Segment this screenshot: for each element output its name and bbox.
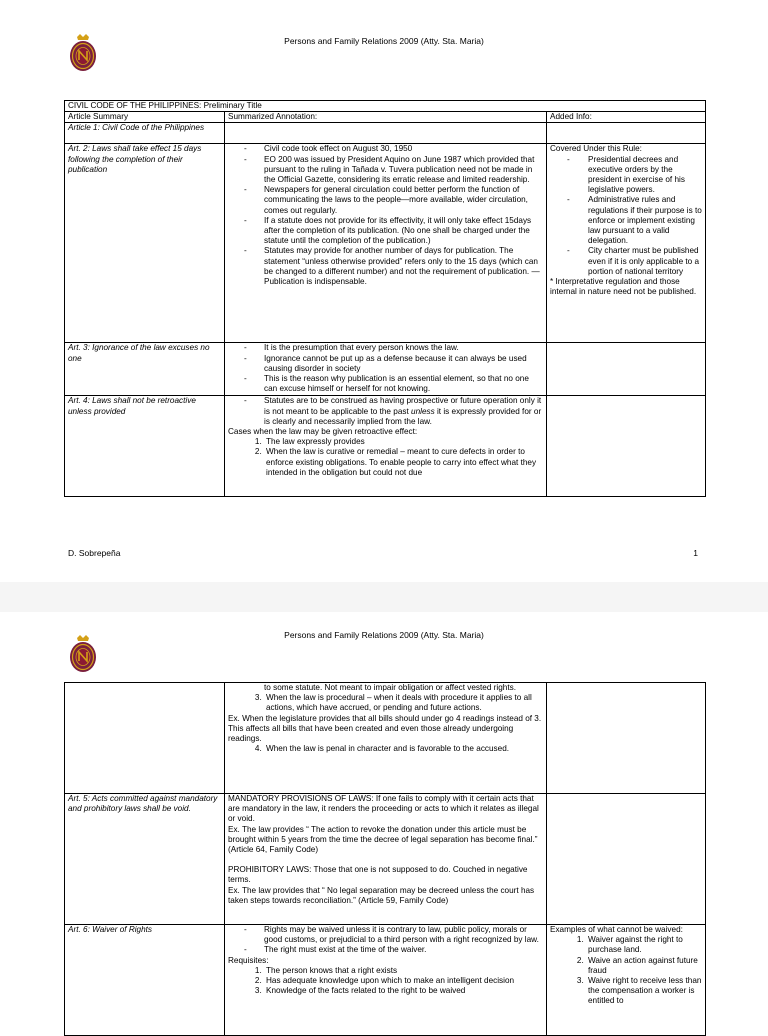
page-header: Persons and Family Relations 2009 (Atty. Sta. Maria) — [284, 630, 484, 640]
list-item: 2. Has adequate knowledge upon which to make an intelligent decision — [264, 976, 543, 986]
added-info-cell — [547, 925, 706, 1036]
list-item: 3. When the law is procedural – when it deals with procedure it applies to all actions, which have accrued, or pending and future actions. — [264, 693, 543, 713]
table-row-art1 — [65, 123, 706, 144]
article-title: Art. 4: Laws shall not be retroactive unless provided — [65, 396, 225, 497]
list-item: - If a statute does not provide for its effectivity, it will only take effect 15days after the completion of its publication. (No one shall be charged under the statute until the completion of the publication.) — [264, 216, 543, 247]
annotation-list — [228, 396, 543, 427]
table-title-row — [65, 101, 706, 112]
list-item: 4. When the law is penal in character and is favorable to the accused. — [264, 744, 543, 754]
civil-code-table-continued — [64, 682, 706, 1036]
list-item: 3. Waive right to receive less than the compensation a worker is entitled to — [586, 976, 702, 1007]
table-row-art4 — [65, 396, 706, 497]
table-row-art5 — [65, 794, 706, 925]
list-item: - Civil code took effect on August 30, 1950 — [264, 144, 543, 154]
mandatory-example: Ex. The law provides “ The action to revoke the donation under this article must be brought within 5 years from the time the decree of legal separation has become final.” (Article 64, Family Code) — [228, 824, 538, 855]
list-item: - Rights may be waived unless it is contrary to law, public policy, morals or good customs, or prejudicial to a third person with a right recognized by law. — [264, 925, 543, 945]
annotation-cell — [225, 144, 547, 343]
prohibitory-example: Ex. The law provides that “ No legal separation may be decreed unless the court has taken steps towards reconciliation.” (Article 59, Family Code) — [228, 885, 535, 905]
mandatory-text: MANDATORY PROVISIONS OF LAWS: If one fails to comply with it certain acts that are mandatory in the law, it renders the proceeding or acts to which it relates as illegal or void. — [228, 794, 539, 824]
table-row-art4-continued — [65, 683, 706, 794]
list-item: - Administrative rules and regulations if their purpose is to enforce or implement existing law pursuant to a valid delegation. — [588, 195, 702, 246]
list-item: 1. The person knows that a right exists — [264, 966, 543, 976]
column-header-annotation: Summarized Annotation: — [225, 112, 547, 123]
annotation-cell — [225, 343, 547, 396]
added-info-cell — [547, 144, 706, 343]
list-item: 1. Waiver against the right to purchase land. — [586, 935, 702, 955]
list-item: - This is the reason why publication is an essential element, so that no one can excuse himself or herself for not knowing. — [264, 374, 543, 394]
requisites-heading: Requisites: — [228, 955, 269, 965]
annotation-cell — [225, 396, 547, 497]
list-item: 2. When the law is curative or remedial – meant to cure defects in order to enforce existing obligations. To enable people to carry into effect what they intended in the obligation but could not due — [264, 447, 543, 478]
continued-text: to some statute. Not meant to impair obligation or affect vested rights. — [264, 683, 516, 692]
page-header: Persons and Family Relations 2009 (Atty. Sta. Maria) — [284, 36, 484, 46]
table-row-art2 — [65, 144, 706, 343]
document-page-2 — [0, 612, 768, 1024]
cases-list — [228, 437, 543, 478]
requisites-list — [228, 966, 543, 997]
article-title: Art. 2: Laws shall take effect 15 days following the completion of their publication — [65, 144, 225, 343]
list-item: - Statutes may provide for another number of days for publication. The statement “unless otherwise provided” refers only to the 15 days (which can be changed to a different number) and not the requirement of publication. —Publication is indispensable. — [264, 246, 543, 287]
cases-list — [228, 744, 543, 754]
added-info-heading: Examples of what cannot be waived: — [550, 925, 683, 934]
article-title: Art. 6: Waiver of Rights — [65, 925, 225, 1036]
list-item: 1. The law expressly provides — [264, 437, 543, 447]
list-item: - Statutes are to be construed as having prospective or future operation only it is not meant to be applicable to the past unless it is expressly provided for or is clearly and necessarily implied from the law. — [264, 396, 543, 427]
table-header-row — [65, 112, 706, 123]
list-item: - It is the presumption that every person knows the law. — [264, 343, 543, 353]
added-info-list — [550, 935, 702, 1006]
annotation-list — [228, 343, 543, 394]
prohibitory-text: PROHIBITORY LAWS: Those that one is not supposed to do. Couched in negative terms. — [228, 865, 528, 885]
annotation-cell — [225, 794, 547, 925]
school-seal-icon — [68, 634, 98, 674]
added-info-note: * Interpretative regulation and those internal in nature need not be published. — [550, 277, 697, 297]
footer-author: D. Sobrepeña — [68, 548, 121, 558]
annotation-cell — [225, 683, 547, 794]
page-number: 1 — [693, 548, 698, 558]
list-item: - EO 200 was issued by President Aquino on June 1987 which provided that pursuant to the ruling in Tañada v. Tuvera publication need not be made in the Official Gazette, considering its erratic release and limited readership. — [264, 155, 543, 186]
annotation-list — [228, 144, 543, 287]
list-item: - City charter must be published even if it is only applicable to a portion of national territory — [588, 246, 702, 277]
list-item: 3. Knowledge of the facts related to the right to be waived — [264, 986, 543, 996]
list-item: - Newspapers for general circulation could better perform the function of communicating the laws to the people—more available, wider circulation, comes out regularly. — [264, 185, 543, 216]
column-header-added-info: Added Info: — [547, 112, 706, 123]
example-text: Ex. When the legislature provides that all bills should under go 4 readings instead of 3. This affects all bills that have been created and even those already undergoing readings. — [228, 713, 542, 744]
civil-code-table — [64, 100, 706, 497]
article-title: Article 1: Civil Code of the Philippines — [65, 123, 225, 144]
list-item: 2. Waive an action against future fraud — [586, 956, 702, 976]
table-title: CIVIL CODE OF THE PHILIPPINES: Preliminary Title — [65, 101, 706, 112]
cases-heading: Cases when the law may be given retroactive effect: — [228, 427, 418, 437]
added-info-heading: Covered Under this Rule: — [550, 144, 642, 154]
list-item: - The right must exist at the time of the waiver. — [264, 945, 543, 955]
article-title: Art. 3: Ignorance of the law excuses no one — [65, 343, 225, 396]
article-title: Art. 5: Acts committed against mandatory and prohibitory laws shall be void. — [65, 794, 225, 925]
annotation-list — [228, 925, 543, 956]
column-header-article-summary: Article Summary — [65, 112, 225, 123]
added-info-list — [550, 155, 702, 277]
table-row-art3 — [65, 343, 706, 396]
table-row-art6 — [65, 925, 706, 1036]
cases-list — [228, 693, 543, 713]
annotation-cell — [225, 925, 547, 1036]
page-gap — [0, 582, 768, 612]
list-item: - Presidential decrees and executive orders by the president in exercise of his legislative powers. — [588, 155, 702, 196]
list-item: - Ignorance cannot be put up as a defense because it can always be used causing disorder in society — [264, 354, 543, 374]
